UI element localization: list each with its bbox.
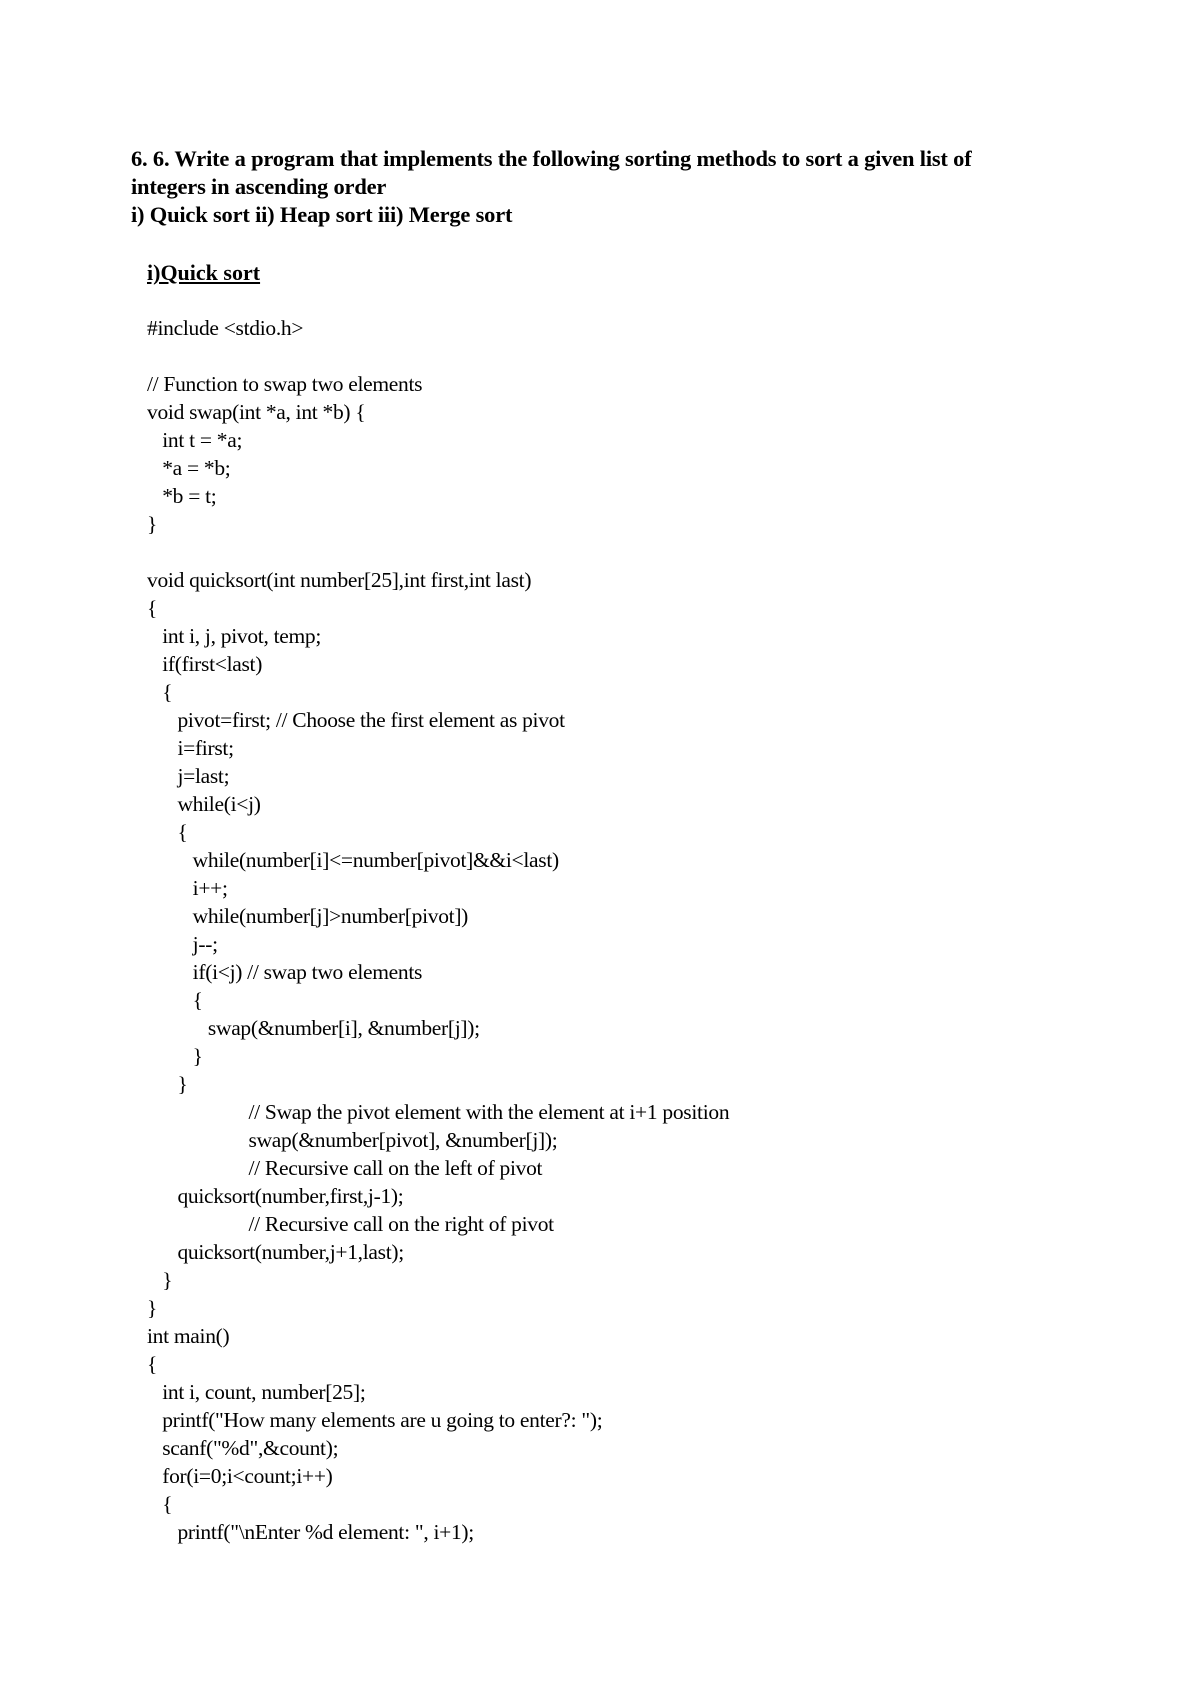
question-heading [131, 145, 1071, 229]
code-line: // Recursive call on the left of pivot [147, 1156, 543, 1180]
code-line: int main() [147, 1324, 230, 1348]
code-line: printf("How many elements are u going to enter?: "); [147, 1408, 603, 1432]
code-line: int i, count, number[25]; [147, 1380, 366, 1404]
code-line: while(i<j) [147, 792, 261, 816]
code-line: quicksort(number,first,j-1); [147, 1184, 404, 1208]
code-line: } [147, 1044, 203, 1068]
heading-line-2: integers in ascending order [131, 174, 387, 199]
code-line: { [147, 1492, 173, 1516]
code-line: { [147, 988, 203, 1012]
code-line: { [147, 820, 188, 844]
code-line: i=first; [147, 736, 234, 760]
code-line: } [147, 1296, 158, 1320]
code-line: i++; [147, 876, 228, 900]
code-line: scanf("%d",&count); [147, 1436, 339, 1460]
code-line: // Recursive call on the right of pivot [147, 1212, 554, 1236]
code-line: for(i=0;i<count;i++) [147, 1464, 333, 1488]
code-line: swap(&number[i], &number[j]); [147, 1016, 480, 1040]
heading-line-1: 6. 6. Write a program that implements the following sorting methods to sort a given list of [131, 146, 972, 171]
code-line: *b = t; [147, 484, 217, 508]
code-line: while(number[i]<=number[pivot]&&i<last) [147, 848, 559, 872]
code-line: // Swap the pivot element with the element at i+1 position [147, 1100, 730, 1124]
code-line: { [147, 596, 158, 620]
code-line: } [147, 1072, 188, 1096]
code-line: j--; [147, 932, 218, 956]
code-line: void quicksort(int number[25],int first,int last) [147, 568, 532, 592]
code-line [147, 538, 1147, 566]
code-line: if(first<last) [147, 652, 263, 676]
code-line: swap(&number[pivot], &number[j]); [147, 1128, 558, 1152]
code-line: void swap(int *a, int *b) { [147, 400, 366, 424]
code-line: while(number[j]>number[pivot]) [147, 904, 469, 928]
code-line: } [147, 1268, 173, 1292]
code-line: if(i<j) // swap two elements [147, 960, 423, 984]
code-line: int t = *a; [147, 428, 243, 452]
section-title-quick-sort: i)Quick sort [147, 260, 261, 285]
code-line: { [147, 680, 173, 704]
code-line: j=last; [147, 764, 230, 788]
code-line: } [147, 512, 158, 536]
code-line [147, 342, 1147, 370]
code-line: { [147, 1352, 158, 1376]
code-line: pivot=first; // Choose the first element as pivot [147, 708, 565, 732]
code-listing [147, 314, 1147, 1546]
code-line: quicksort(number,j+1,last); [147, 1240, 404, 1264]
code-line: *a = *b; [147, 456, 231, 480]
heading-line-3: i) Quick sort ii) Heap sort iii) Merge sort [131, 202, 513, 227]
code-line: // Function to swap two elements [147, 372, 423, 396]
code-line: int i, j, pivot, temp; [147, 624, 322, 648]
code-line: printf("\nEnter %d element: ", i+1); [147, 1520, 474, 1544]
code-line: #include <stdio.h> [147, 316, 304, 340]
